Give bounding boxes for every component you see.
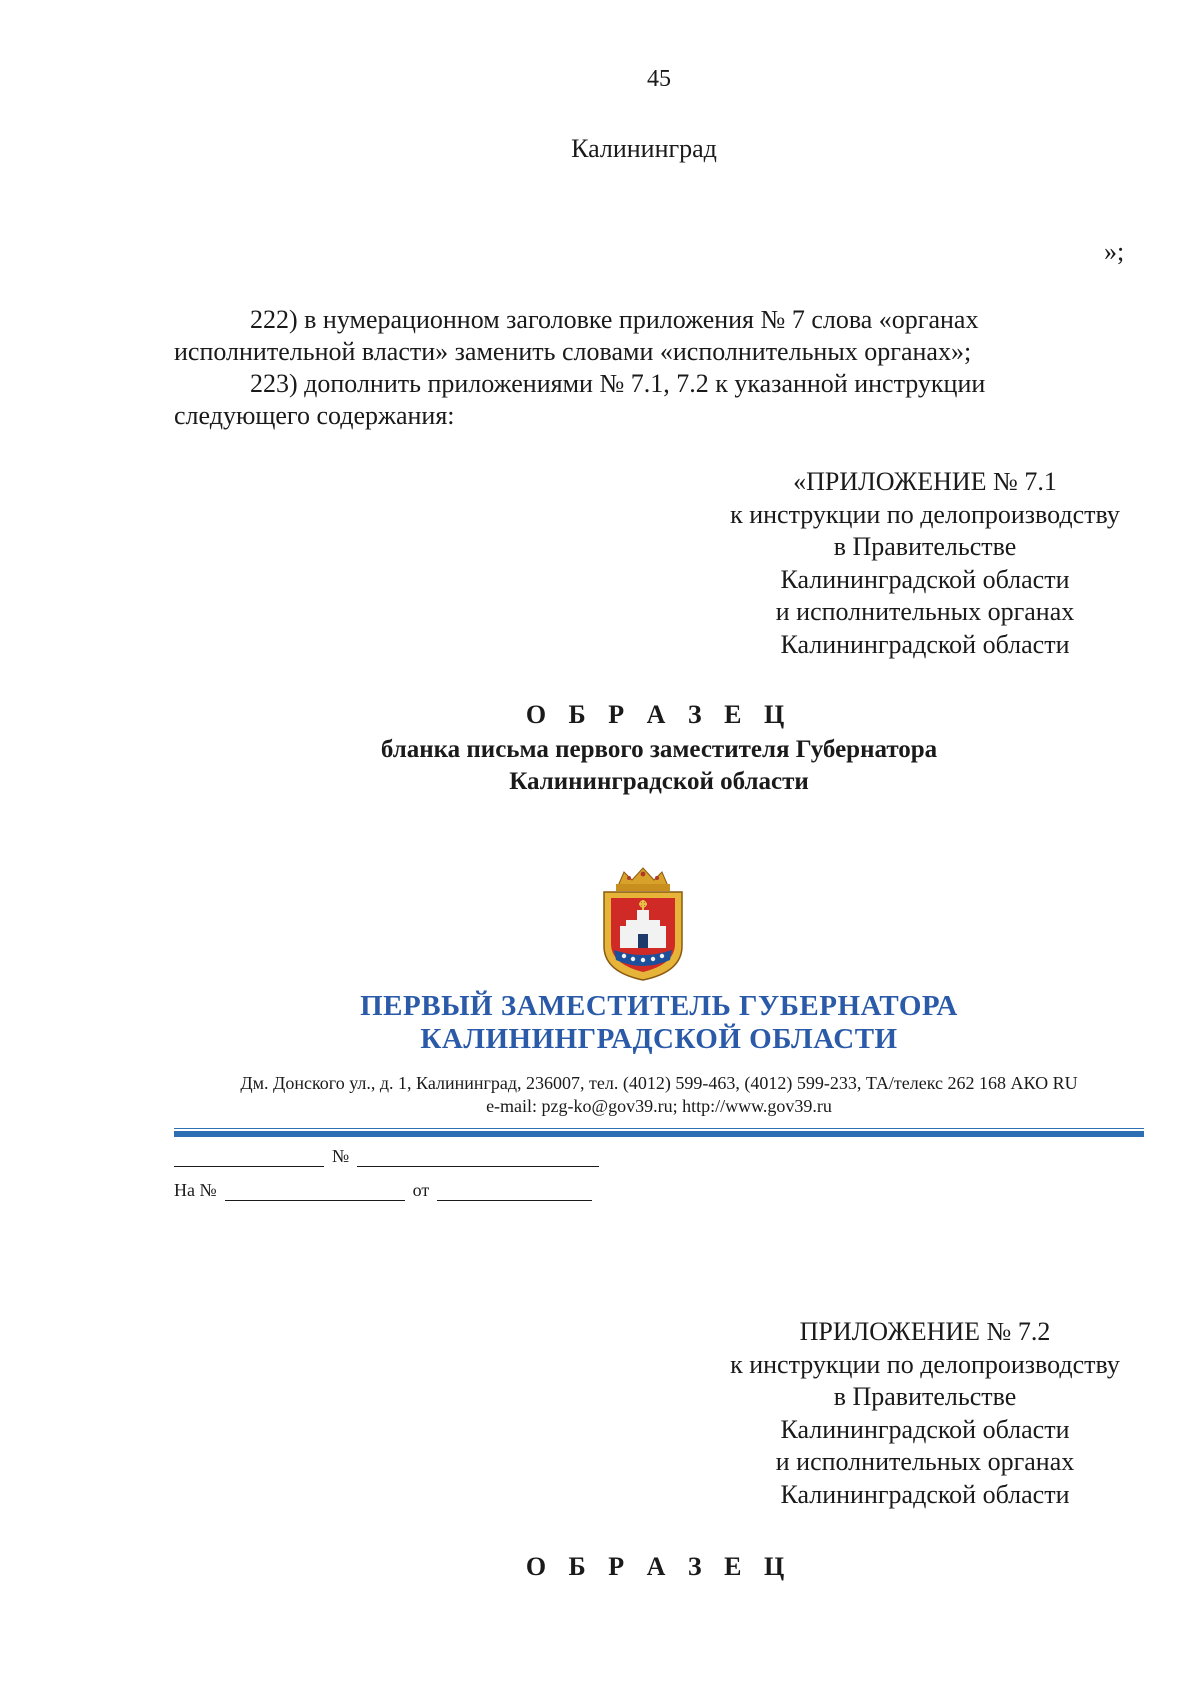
paragraph-line: следующего содержания: (174, 401, 455, 430)
reply-number-blank (225, 1182, 405, 1201)
letterhead-divider-thin (174, 1128, 1144, 1129)
annex-line: к инструкции по делопроизводству (730, 1349, 1120, 1379)
annex-line: Калининградской области (780, 1414, 1070, 1444)
date-blank (174, 1148, 324, 1167)
org-name-line: ПЕРВЫЙ ЗАМЕСТИТЕЛЬ ГУБЕРНАТОРА (360, 990, 958, 1022)
annex-line: Калининградской области (780, 1479, 1070, 1509)
city-name: Калининград (571, 134, 717, 163)
annex-line: «ПРИЛОЖЕНИЕ № 7.1 (793, 467, 1057, 496)
paragraph-line: 222) в нумерационном заголовке приложения № 7 слова «органах (250, 305, 979, 334)
address-line: Дм. Донского ул., д. 1, Калининград, 236007, тел. (4012) 599-463, (4012) 599-233, ТА/телекс 262 168 АКО RU (240, 1073, 1078, 1093)
annex-line: Калининградской области (780, 629, 1070, 659)
letterhead-address (174, 1072, 1144, 1118)
sample-title: О Б Р А З Е Ц (525, 1552, 793, 1581)
number-blank (357, 1148, 599, 1167)
annex-line: и исполнительных органах (775, 1447, 1075, 1476)
registration-number-line (174, 1146, 599, 1170)
annex-line: Калининградской области (780, 564, 1070, 594)
org-name-line: КАЛИНИНГРАДСКОЙ ОБЛАСТИ (420, 1023, 898, 1055)
reply-date-blank (437, 1182, 592, 1201)
annex-line: к инструкции по делопроизводству (730, 499, 1120, 529)
sample-subtitle-line: Калининградской области (509, 768, 809, 795)
sample-subtitle-line: бланка письма первого заместителя Губернатора (380, 736, 938, 763)
letterhead-divider-thick (174, 1131, 1144, 1137)
paragraph-223 (174, 368, 1144, 432)
paragraph-line: 223) дополнить приложениями № 7.1, 7.2 к указанной инструкции (250, 369, 986, 398)
reply-date-label: от (412, 1180, 430, 1200)
number-label: № (332, 1146, 350, 1166)
paragraph-line: исполнительной власти» заменить словами «исполнительных органах»; (174, 337, 972, 366)
annex-line: в Правительстве (833, 1382, 1017, 1411)
annex-line: и исполнительных органах (775, 597, 1075, 626)
annex-line: ПРИЛОЖЕНИЕ № 7.2 (799, 1317, 1051, 1346)
sample-title: О Б Р А З Е Ц (525, 700, 793, 729)
sample-subtitle (0, 734, 1200, 798)
contacts-line: e-mail: pzg-ko@gov39.ru; http://www.gov39.ru (486, 1096, 832, 1116)
annex-7-1-header (700, 466, 1150, 661)
annex-line: в Правительстве (833, 532, 1017, 561)
kaliningrad-coat-of-arms-icon (596, 864, 690, 982)
paragraph-222 (174, 304, 1144, 368)
closing-quote: »; (1104, 237, 1125, 266)
annex-7-2-header (700, 1316, 1150, 1511)
reply-reference-line (174, 1180, 592, 1204)
reply-number-label: На № (174, 1180, 217, 1200)
letterhead-org-name (0, 990, 1200, 1056)
page-number: 45 (647, 66, 671, 92)
